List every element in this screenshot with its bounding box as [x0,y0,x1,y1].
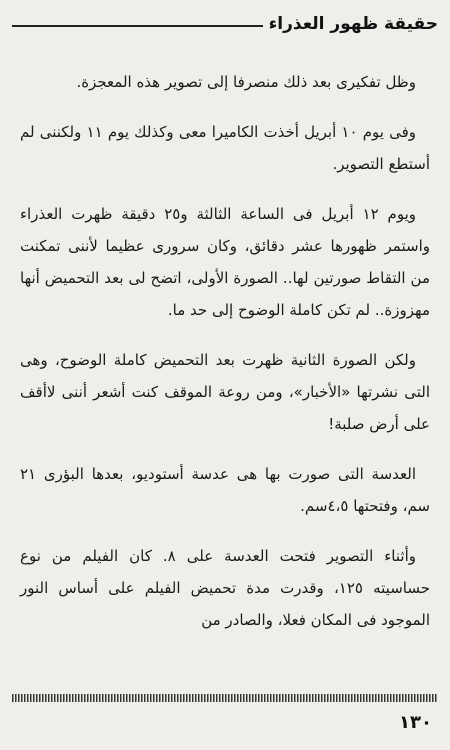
header-rule [12,25,263,27]
paragraph: ولكن الصورة الثانية ظهرت بعد التحميض كاملة الوضوح، وهى التى نشرتها «الأخبار»، ومن روعة الموقف كنت أشعر أننى لاأقف على أرض صلبة! [20,351,430,433]
paragraph: وظل تفكيرى بعد ذلك منصرفا إلى تصوير هذه المعجزة. [76,73,416,91]
body-text [20,66,430,654]
paragraph: وأثناء التصوير فتحت العدسة على ٨. كان الفيلم من نوع حساسيته ١٢٥، وقدرت مدة تحميض الفيلم على أساس النور الموجود فى المكان فعلا، والصادر من [20,547,430,629]
running-header [12,10,438,38]
running-header-title: حقيقة ظهور العذراء [268,14,438,34]
page-number: ١٣٠ [399,712,432,733]
paragraph: وفى يوم ١٠ أبريل أخذت الكاميرا معى وكذلك يوم ١١ ولكننى لم أستطع التصوير. [20,123,430,173]
footer-ornament-rule [12,694,438,702]
paragraph: العدسة التى صورت بها هى عدسة أستوديو، بعدها البؤرى ٢١ سم، وفتحتها ٤،٥سم. [20,465,430,515]
paragraph: ويوم ١٢ أبريل فى الساعة الثالثة و٢٥ دقيقة ظهرت العذراء واستمر ظهورها عشر دقائق، وكان سرورى عظيما لأننى تمكنت من التقاط صورتين لها.. الصورة الأولى، اتضح لى بعد التحميض أنها مهزوزة.. لم تكن كاملة الوضوح إلى حد ما. [20,205,430,319]
